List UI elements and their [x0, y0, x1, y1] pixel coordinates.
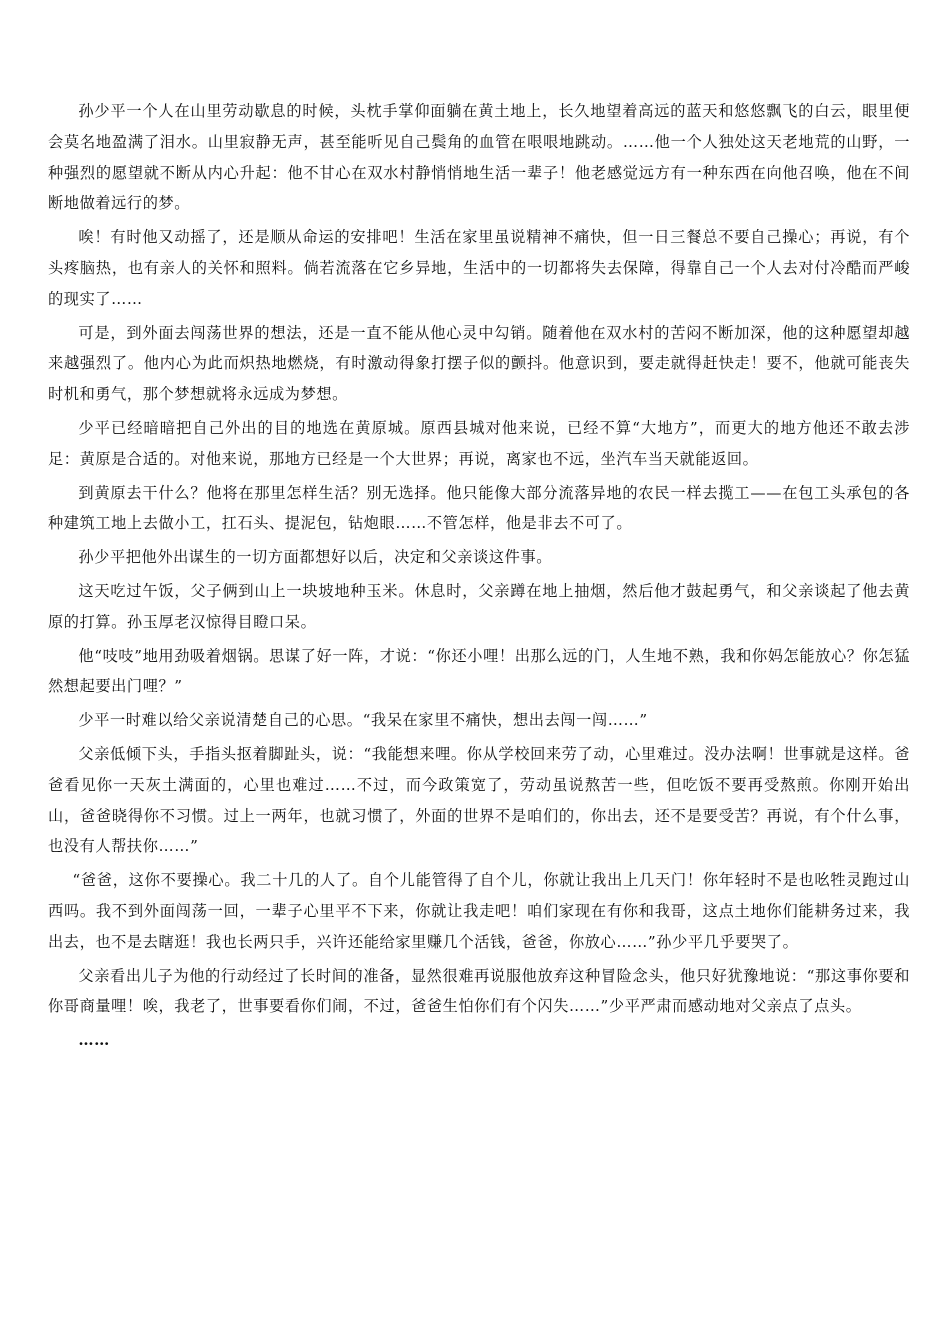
paragraph: 他“吱吱”地用劲吸着烟锅。思谋了好一阵，才说：“你还小哩！出那么远的门，人生地不熟，我和你妈怎能放心？你怎猛然想起要出门哩？”: [48, 646, 910, 696]
paragraph: “爸爸，这你不要操心。我二十几的人了。自个儿能管得了自个儿，你就让我出上几天门！你年轻时不是也吆牲灵跑过山西吗。我不到外面闯荡一回，一辈子心里平不下来，你就让我走吧！咱们家现在有你和我哥，这点土地你们能耕务过来，我出去，也不是去瞎逛！我也长两只手，兴许还能给家里赚几个活钱，爸爸，你放心……”孙少平几乎要哭了。: [48, 871, 910, 951]
closing-ellipsis: ……: [78, 1031, 110, 1050]
paragraph: 可是，到外面去闯荡世界的想法，还是一直不能从他心灵中勾销。随着他在双水村的苦闷不断加深，他的这种愿望却越来越强烈了。他内心为此而炽热地燃烧，有时激动得象打摆子似的颤抖。他意识到，要走就得赶快走！要不，他就可能丧失时机和勇气，那个梦想就将永远成为梦想。: [48, 323, 910, 404]
paragraph: 唉！有时他又动摇了，还是顺从命运的安排吧！生活在家里虽说精神不痛快，但一日三餐总不要自己操心；再说，有个头疼脑热，也有亲人的关怀和照料。倘若流落在它乡异地，生活中的一切都将失去保障，得靠自己一个人去对付冷酷而严峻的现实了……: [48, 228, 910, 308]
paragraph: 少平已经暗暗把自己外出的目的地选在黄原城。原西县城对他来说，已经不算“大地方”，而更大的地方他还不敢去涉足：黄原是合适的。对他来说，那地方已经是一个大世界；再说，离家也不远，坐汽车当天就能返回。: [48, 418, 910, 468]
paragraph: 父亲低倾下头，手指头抠着脚趾头，说：“我能想来哩。你从学校回来劳了动，心里难过。没办法啊！世事就是这样。爸爸看见你一天灰土满面的，心里也难过……不过，而今政策宽了，劳动虽说熬苦一些，但吃饭不要再受熬煎。你刚开始出山，爸爸晓得你不习惯。过上一两年，也就习惯了，外面的世界不是咱们的，你出去，还不是要受苦？再说，有个什么事，也没有人帮扶你……”: [48, 744, 910, 856]
paragraph: 这天吃过午饭，父子俩到山上一块坡地种玉米。休息时，父亲蹲在地上抽烟，然后他才鼓起勇气，和父亲谈起了他去黄原的打算。孙玉厚老汉惊得目瞪口呆。: [48, 581, 910, 631]
paragraph: 到黄原去干什么？他将在那里怎样生活？别无选择。他只能像大部分流落异地的农民一样去揽工——在包工头承包的各种建筑工地上去做小工，扛石头、提泥包，钻炮眼……不管怎样，他是非去不可了。: [48, 483, 910, 533]
paragraph: 父亲看出儿子为他的行动经过了长时间的准备，显然很难再说服他放弃这种冒险念头，他只好犹豫地说：“那这事你要和你哥商量哩！唉，我老了，世事要看你们闹，不过，爸爸生怕你们有个闪失……”少平严肃而感动地对父亲点了点头。: [48, 966, 910, 1016]
paragraph: 孙少平一个人在山里劳动歇息的时候，头枕手掌仰面躺在黄土地上，长久地望着高远的蓝天和悠悠飘飞的白云，眼里便会莫名地盈满了泪水。山里寂静无声，甚至能听见自己鬓角的血管在哏哏地跳动。……他一个人独处这天老地荒的山野，一种强烈的愿望就不断从内心升起：他不甘心在双水村静悄悄地生活一辈子！他老感觉远方有一种东西在向他召唤，他在不间断地做着远行的梦。: [48, 102, 910, 213]
paragraph: 少平一时难以给父亲说清楚自己的心思。“我呆在家里不痛快，想出去闯一闯……”: [78, 711, 648, 730]
document-body: [48, 96, 910, 1056]
paragraph: 孙少平把他外出谋生的一切方面都想好以后，决定和父亲谈这件事。: [78, 548, 553, 567]
